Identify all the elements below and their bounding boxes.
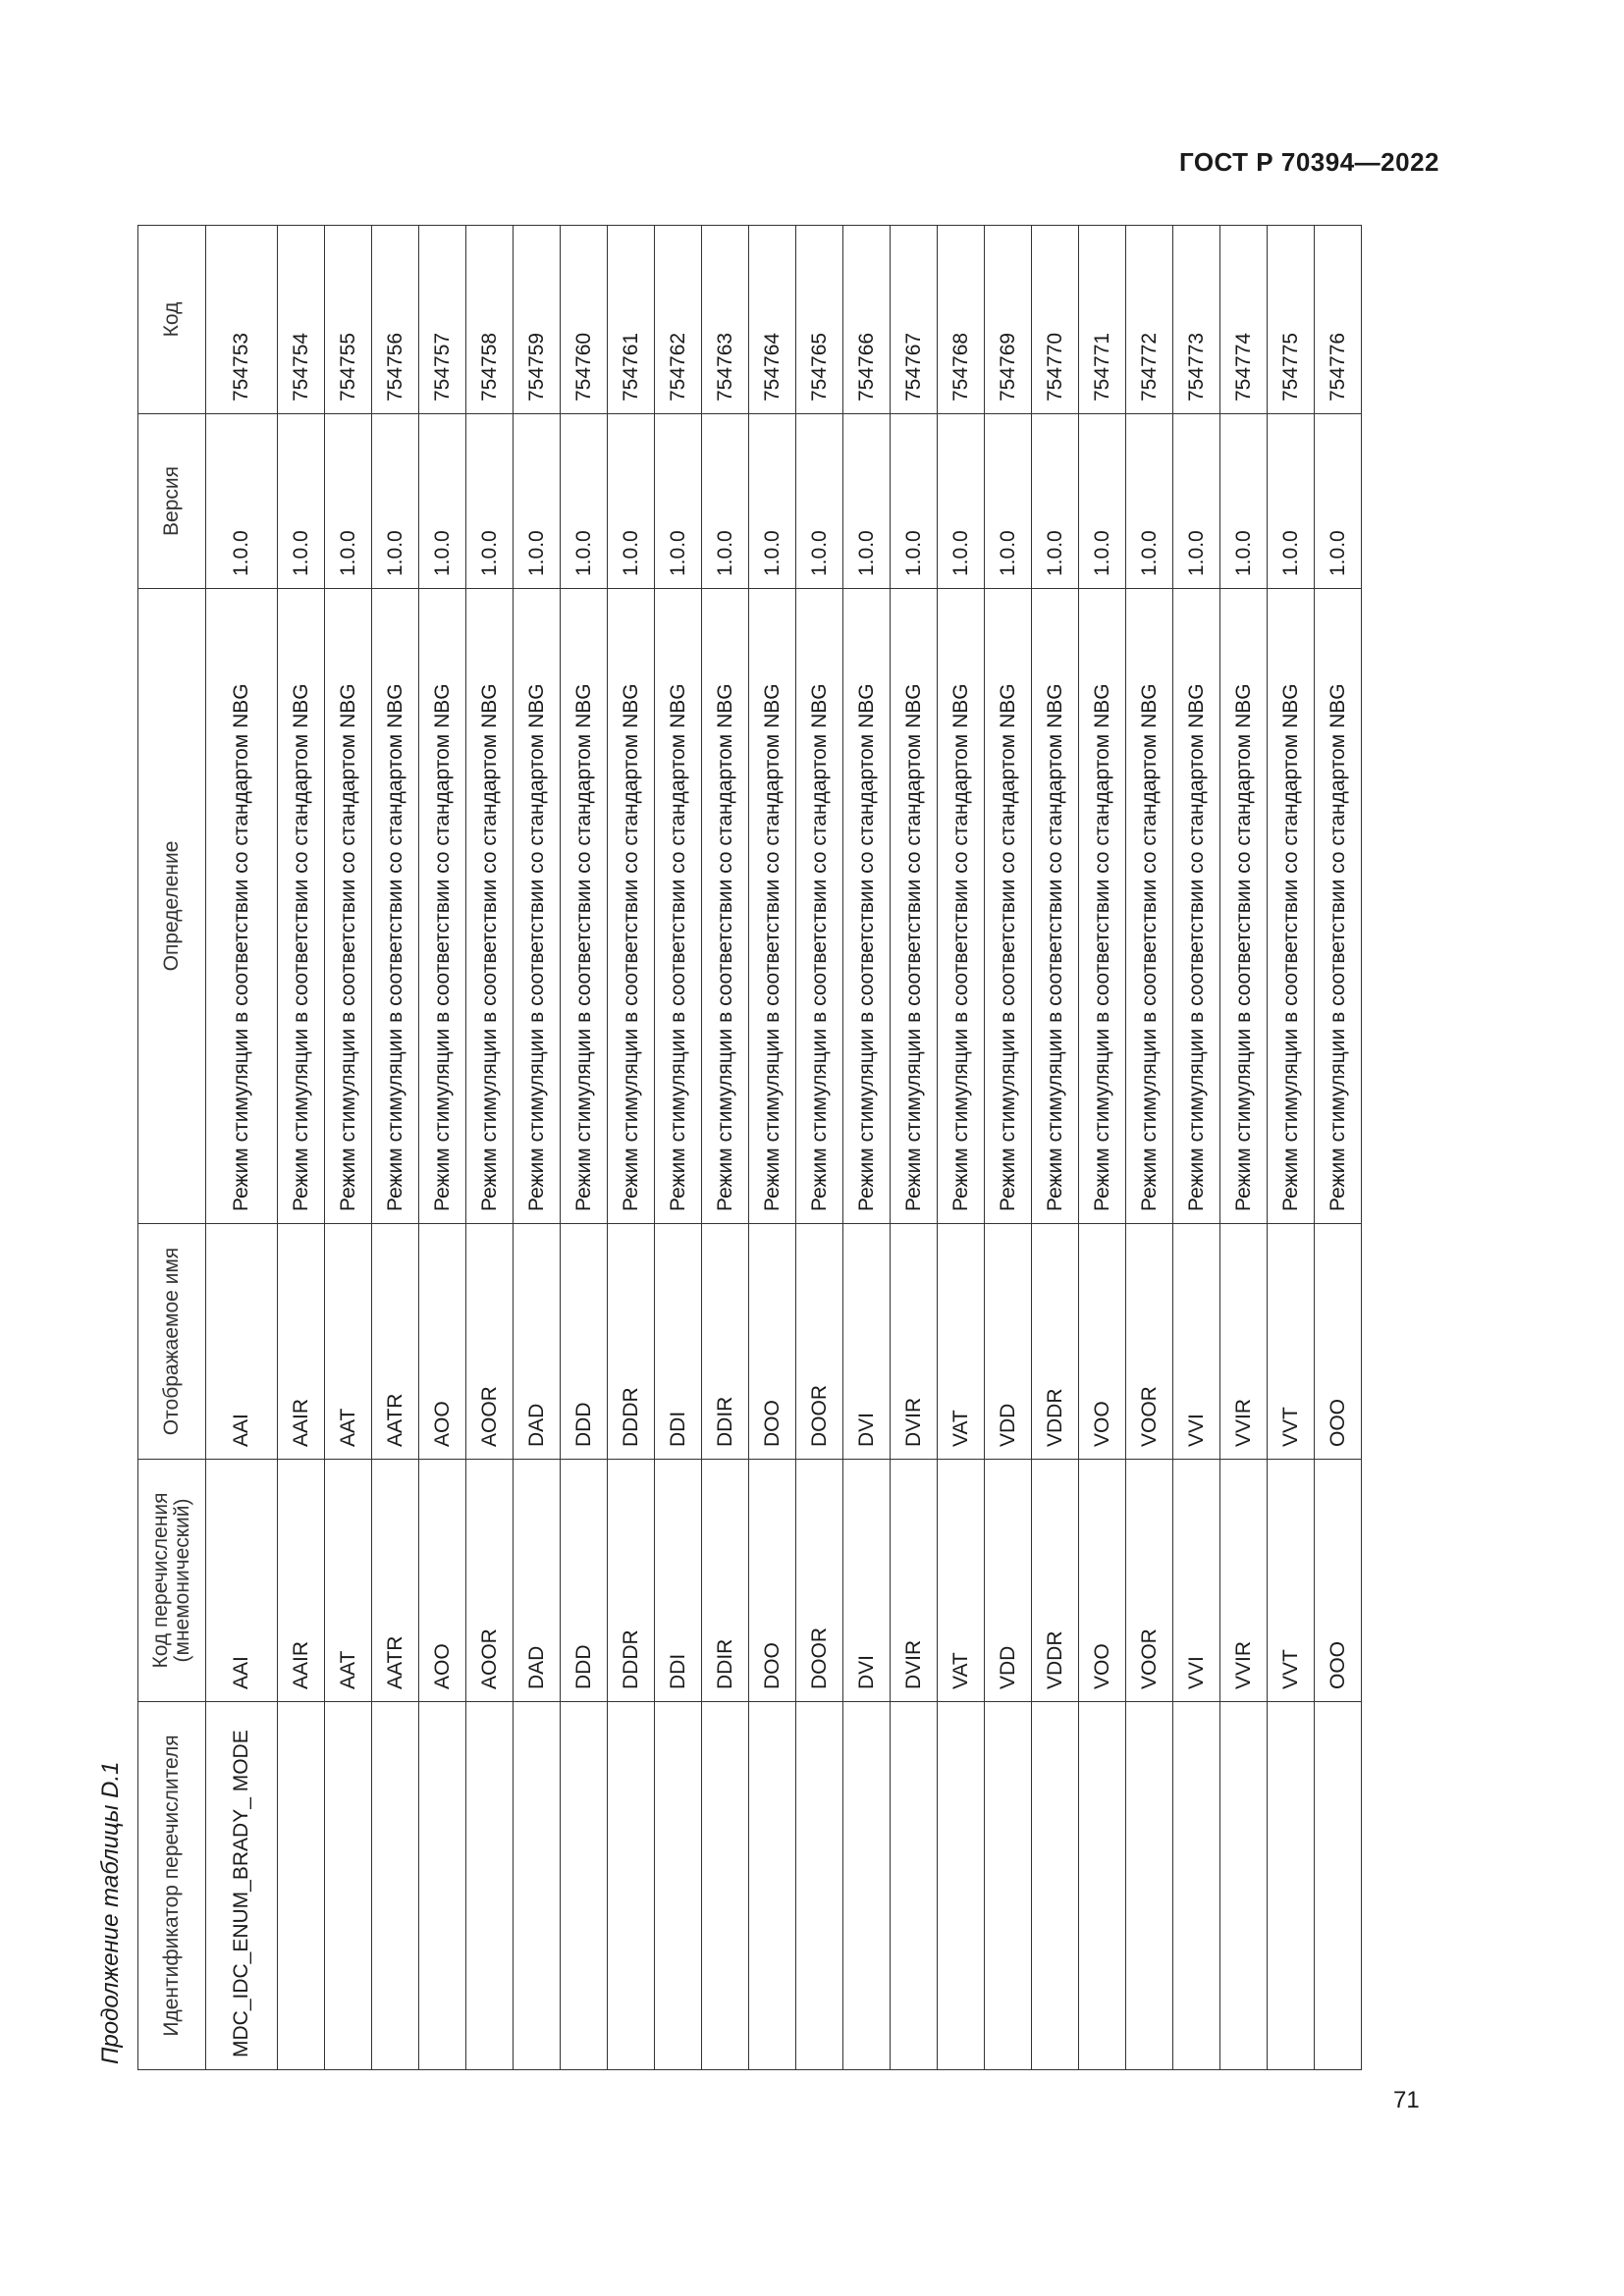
definition-cell: Режим стимуляции в соответствии со стандартом NBG [749,589,796,1224]
column-header: Определение [138,589,206,1224]
enumerator-id-cell [1173,1702,1220,2070]
version-cell: 1.0.0 [419,414,466,589]
definition-cell: Режим стимуляции в соответствии со стандартом NBG [325,589,372,1224]
display-name-cell: VDDR [1032,1224,1079,1460]
enumerator-id-cell [843,1702,891,2070]
code-cell: 754776 [1315,226,1362,414]
mnemonic-cell: DVIR [891,1460,938,1702]
enumerator-id-cell [985,1702,1032,2070]
code-cell: 754771 [1079,226,1126,414]
code-cell: 754772 [1126,226,1173,414]
mnemonic-cell: DDIR [702,1460,749,1702]
table-row [561,226,608,2070]
mnemonic-cell: AOO [419,1460,466,1702]
code-cell: 754763 [702,226,749,414]
table-row [206,226,278,2070]
column-header: Код перечисления (мнемонический) [138,1460,206,1702]
definition-cell: Режим стимуляции в соответствии со стандартом NBG [938,589,985,1224]
mnemonic-cell: VOOR [1126,1460,1173,1702]
definition-cell: Режим стимуляции в соответствии со стандартом NBG [702,589,749,1224]
table-row [1315,226,1362,2070]
page-number: 71 [1393,2087,1420,2113]
table-row [796,226,843,2070]
definition-cell: Режим стимуляции в соответствии со стандартом NBG [1315,589,1362,1224]
code-cell: 754765 [796,226,843,414]
enumerator-id-cell [561,1702,608,2070]
enumerator-id-cell [1079,1702,1126,2070]
enumerator-id-cell [1126,1702,1173,2070]
display-name-cell: DOOR [796,1224,843,1460]
table-row [466,226,514,2070]
table-row [938,226,985,2070]
table-row [419,226,466,2070]
mnemonic-cell: AAI [206,1460,278,1702]
column-header: Версия [138,414,206,589]
code-cell: 754756 [372,226,419,414]
definition-cell: Режим стимуляции в соответствии со стандартом NBG [1126,589,1173,1224]
version-cell: 1.0.0 [325,414,372,589]
table-caption: Продолжение таблицы D.1 [97,1761,124,2064]
mnemonic-cell: DOO [749,1460,796,1702]
display-name-cell: AOO [419,1224,466,1460]
code-cell: 754770 [1032,226,1079,414]
code-cell: 754773 [1173,226,1220,414]
display-name-cell: VOO [1079,1224,1126,1460]
code-cell: 754775 [1268,226,1315,414]
definition-cell: Режим стимуляции в соответствии со стандартом NBG [1220,589,1268,1224]
mnemonic-cell: VVIR [1220,1460,1268,1702]
mnemonic-cell: VVI [1173,1460,1220,1702]
mnemonic-cell: AATR [372,1460,419,1702]
version-cell: 1.0.0 [796,414,843,589]
table-row [1220,226,1268,2070]
code-cell: 754774 [1220,226,1268,414]
mnemonic-cell: VVT [1268,1460,1315,1702]
version-cell: 1.0.0 [608,414,655,589]
table-row [655,226,702,2070]
display-name-cell: AOOR [466,1224,514,1460]
code-cell: 754769 [985,226,1032,414]
enumerator-id-cell [749,1702,796,2070]
version-cell: 1.0.0 [372,414,419,589]
display-name-cell: DVI [843,1224,891,1460]
code-cell: 754767 [891,226,938,414]
enumerator-id-cell [325,1702,372,2070]
version-cell: 1.0.0 [1268,414,1315,589]
mnemonic-cell: DDD [561,1460,608,1702]
mnemonic-cell: DDDR [608,1460,655,1702]
code-cell: 754761 [608,226,655,414]
enumerator-id-cell [419,1702,466,2070]
code-cell: 754753 [206,226,278,414]
enumerator-id-cell [938,1702,985,2070]
display-name-cell: AAIR [278,1224,325,1460]
enumerator-id-cell [278,1702,325,2070]
mnemonic-cell: DVI [843,1460,891,1702]
enumerator-id-cell [514,1702,561,2070]
enumerator-id-cell [1032,1702,1079,2070]
code-cell: 754762 [655,226,702,414]
mnemonic-cell: OOO [1315,1460,1362,1702]
display-name-cell: VVIR [1220,1224,1268,1460]
display-name-cell: OOO [1315,1224,1362,1460]
display-name-cell: VOOR [1126,1224,1173,1460]
display-name-cell: DDIR [702,1224,749,1460]
column-header: Отображаемое имя [138,1224,206,1460]
table-row [843,226,891,2070]
mnemonic-cell: AAIR [278,1460,325,1702]
table-row [372,226,419,2070]
version-cell: 1.0.0 [278,414,325,589]
display-name-cell: DVIR [891,1224,938,1460]
table-row [1126,226,1173,2070]
definition-cell: Режим стимуляции в соответствии со стандартом NBG [419,589,466,1224]
table-row [325,226,372,2070]
code-cell: 754754 [278,226,325,414]
version-cell: 1.0.0 [1173,414,1220,589]
document-code: ГОСТ Р 70394—2022 [1178,147,1439,177]
enumerator-id-cell [891,1702,938,2070]
table-row [1032,226,1079,2070]
version-cell: 1.0.0 [985,414,1032,589]
version-cell: 1.0.0 [749,414,796,589]
enumerator-id-cell [1220,1702,1268,2070]
version-cell: 1.0.0 [1220,414,1268,589]
table-row [749,226,796,2070]
enumeration-table [137,225,1362,2070]
rotated-content [83,226,1458,2070]
definition-cell: Режим стимуляции в соответствии со стандартом NBG [985,589,1032,1224]
display-name-cell: DDI [655,1224,702,1460]
enumerator-id-cell [655,1702,702,2070]
code-cell: 754768 [938,226,985,414]
display-name-cell: DOO [749,1224,796,1460]
table-header-row [138,226,206,2070]
display-name-cell: AAT [325,1224,372,1460]
mnemonic-cell: AOOR [466,1460,514,1702]
mnemonic-cell: VDD [985,1460,1032,1702]
definition-cell: Режим стимуляции в соответствии со стандартом NBG [561,589,608,1224]
enumerator-id-cell [466,1702,514,2070]
definition-cell: Режим стимуляции в соответствии со стандартом NBG [1032,589,1079,1224]
enumerator-id-cell [372,1702,419,2070]
definition-cell: Режим стимуляции в соответствии со стандартом NBG [1268,589,1315,1224]
code-cell: 754759 [514,226,561,414]
enumerator-id-cell [796,1702,843,2070]
mnemonic-cell: VDDR [1032,1460,1079,1702]
version-cell: 1.0.0 [466,414,514,589]
version-cell: 1.0.0 [655,414,702,589]
definition-cell: Режим стимуляции в соответствии со стандартом NBG [1173,589,1220,1224]
mnemonic-cell: DAD [514,1460,561,1702]
code-cell: 754764 [749,226,796,414]
enumerator-id-cell [702,1702,749,2070]
table-row [985,226,1032,2070]
version-cell: 1.0.0 [1032,414,1079,589]
version-cell: 1.0.0 [1126,414,1173,589]
definition-cell: Режим стимуляции в соответствии со стандартом NBG [278,589,325,1224]
code-cell: 754755 [325,226,372,414]
display-name-cell: VAT [938,1224,985,1460]
enumerator-id-cell [608,1702,655,2070]
table-row [1173,226,1220,2070]
definition-cell: Режим стимуляции в соответствии со стандартом NBG [843,589,891,1224]
definition-cell: Режим стимуляции в соответствии со стандартом NBG [796,589,843,1224]
mnemonic-cell: AAT [325,1460,372,1702]
table-row [608,226,655,2070]
display-name-cell: DDDR [608,1224,655,1460]
display-name-cell: DDD [561,1224,608,1460]
column-header: Идентификатор перечислителя [138,1702,206,2070]
version-cell: 1.0.0 [1315,414,1362,589]
display-name-cell: VDD [985,1224,1032,1460]
mnemonic-cell: VOO [1079,1460,1126,1702]
definition-cell: Режим стимуляции в соответствии со стандартом NBG [514,589,561,1224]
code-cell: 754766 [843,226,891,414]
definition-cell: Режим стимуляции в соответствии со стандартом NBG [466,589,514,1224]
definition-cell: Режим стимуляции в соответствии со стандартом NBG [891,589,938,1224]
table-row [891,226,938,2070]
table-row [278,226,325,2070]
column-header: Код [138,226,206,414]
version-cell: 1.0.0 [843,414,891,589]
display-name-cell: VVT [1268,1224,1315,1460]
version-cell: 1.0.0 [938,414,985,589]
definition-cell: Режим стимуляции в соответствии со стандартом NBG [608,589,655,1224]
table-row [1079,226,1126,2070]
definition-cell: Режим стимуляции в соответствии со стандартом NBG [372,589,419,1224]
code-cell: 754757 [419,226,466,414]
enumerator-id-cell: MDC_IDC_ENUM_BRADY_ MODE [206,1702,278,2070]
version-cell: 1.0.0 [561,414,608,589]
display-name-cell: VVI [1173,1224,1220,1460]
table-row [1268,226,1315,2070]
definition-cell: Режим стимуляции в соответствии со стандартом NBG [655,589,702,1224]
mnemonic-cell: DDI [655,1460,702,1702]
version-cell: 1.0.0 [891,414,938,589]
definition-cell: Режим стимуляции в соответствии со стандартом NBG [1079,589,1126,1224]
enumerator-id-cell [1315,1702,1362,2070]
definition-cell: Режим стимуляции в соответствии со стандартом NBG [206,589,278,1224]
code-cell: 754760 [561,226,608,414]
enumerator-id-cell [1268,1702,1315,2070]
code-cell: 754758 [466,226,514,414]
table-row [702,226,749,2070]
table-row [514,226,561,2070]
display-name-cell: AAI [206,1224,278,1460]
version-cell: 1.0.0 [702,414,749,589]
mnemonic-cell: VAT [938,1460,985,1702]
display-name-cell: DAD [514,1224,561,1460]
mnemonic-cell: DOOR [796,1460,843,1702]
table-body [206,226,1362,2070]
version-cell: 1.0.0 [1079,414,1126,589]
display-name-cell: AATR [372,1224,419,1460]
version-cell: 1.0.0 [206,414,278,589]
version-cell: 1.0.0 [514,414,561,589]
